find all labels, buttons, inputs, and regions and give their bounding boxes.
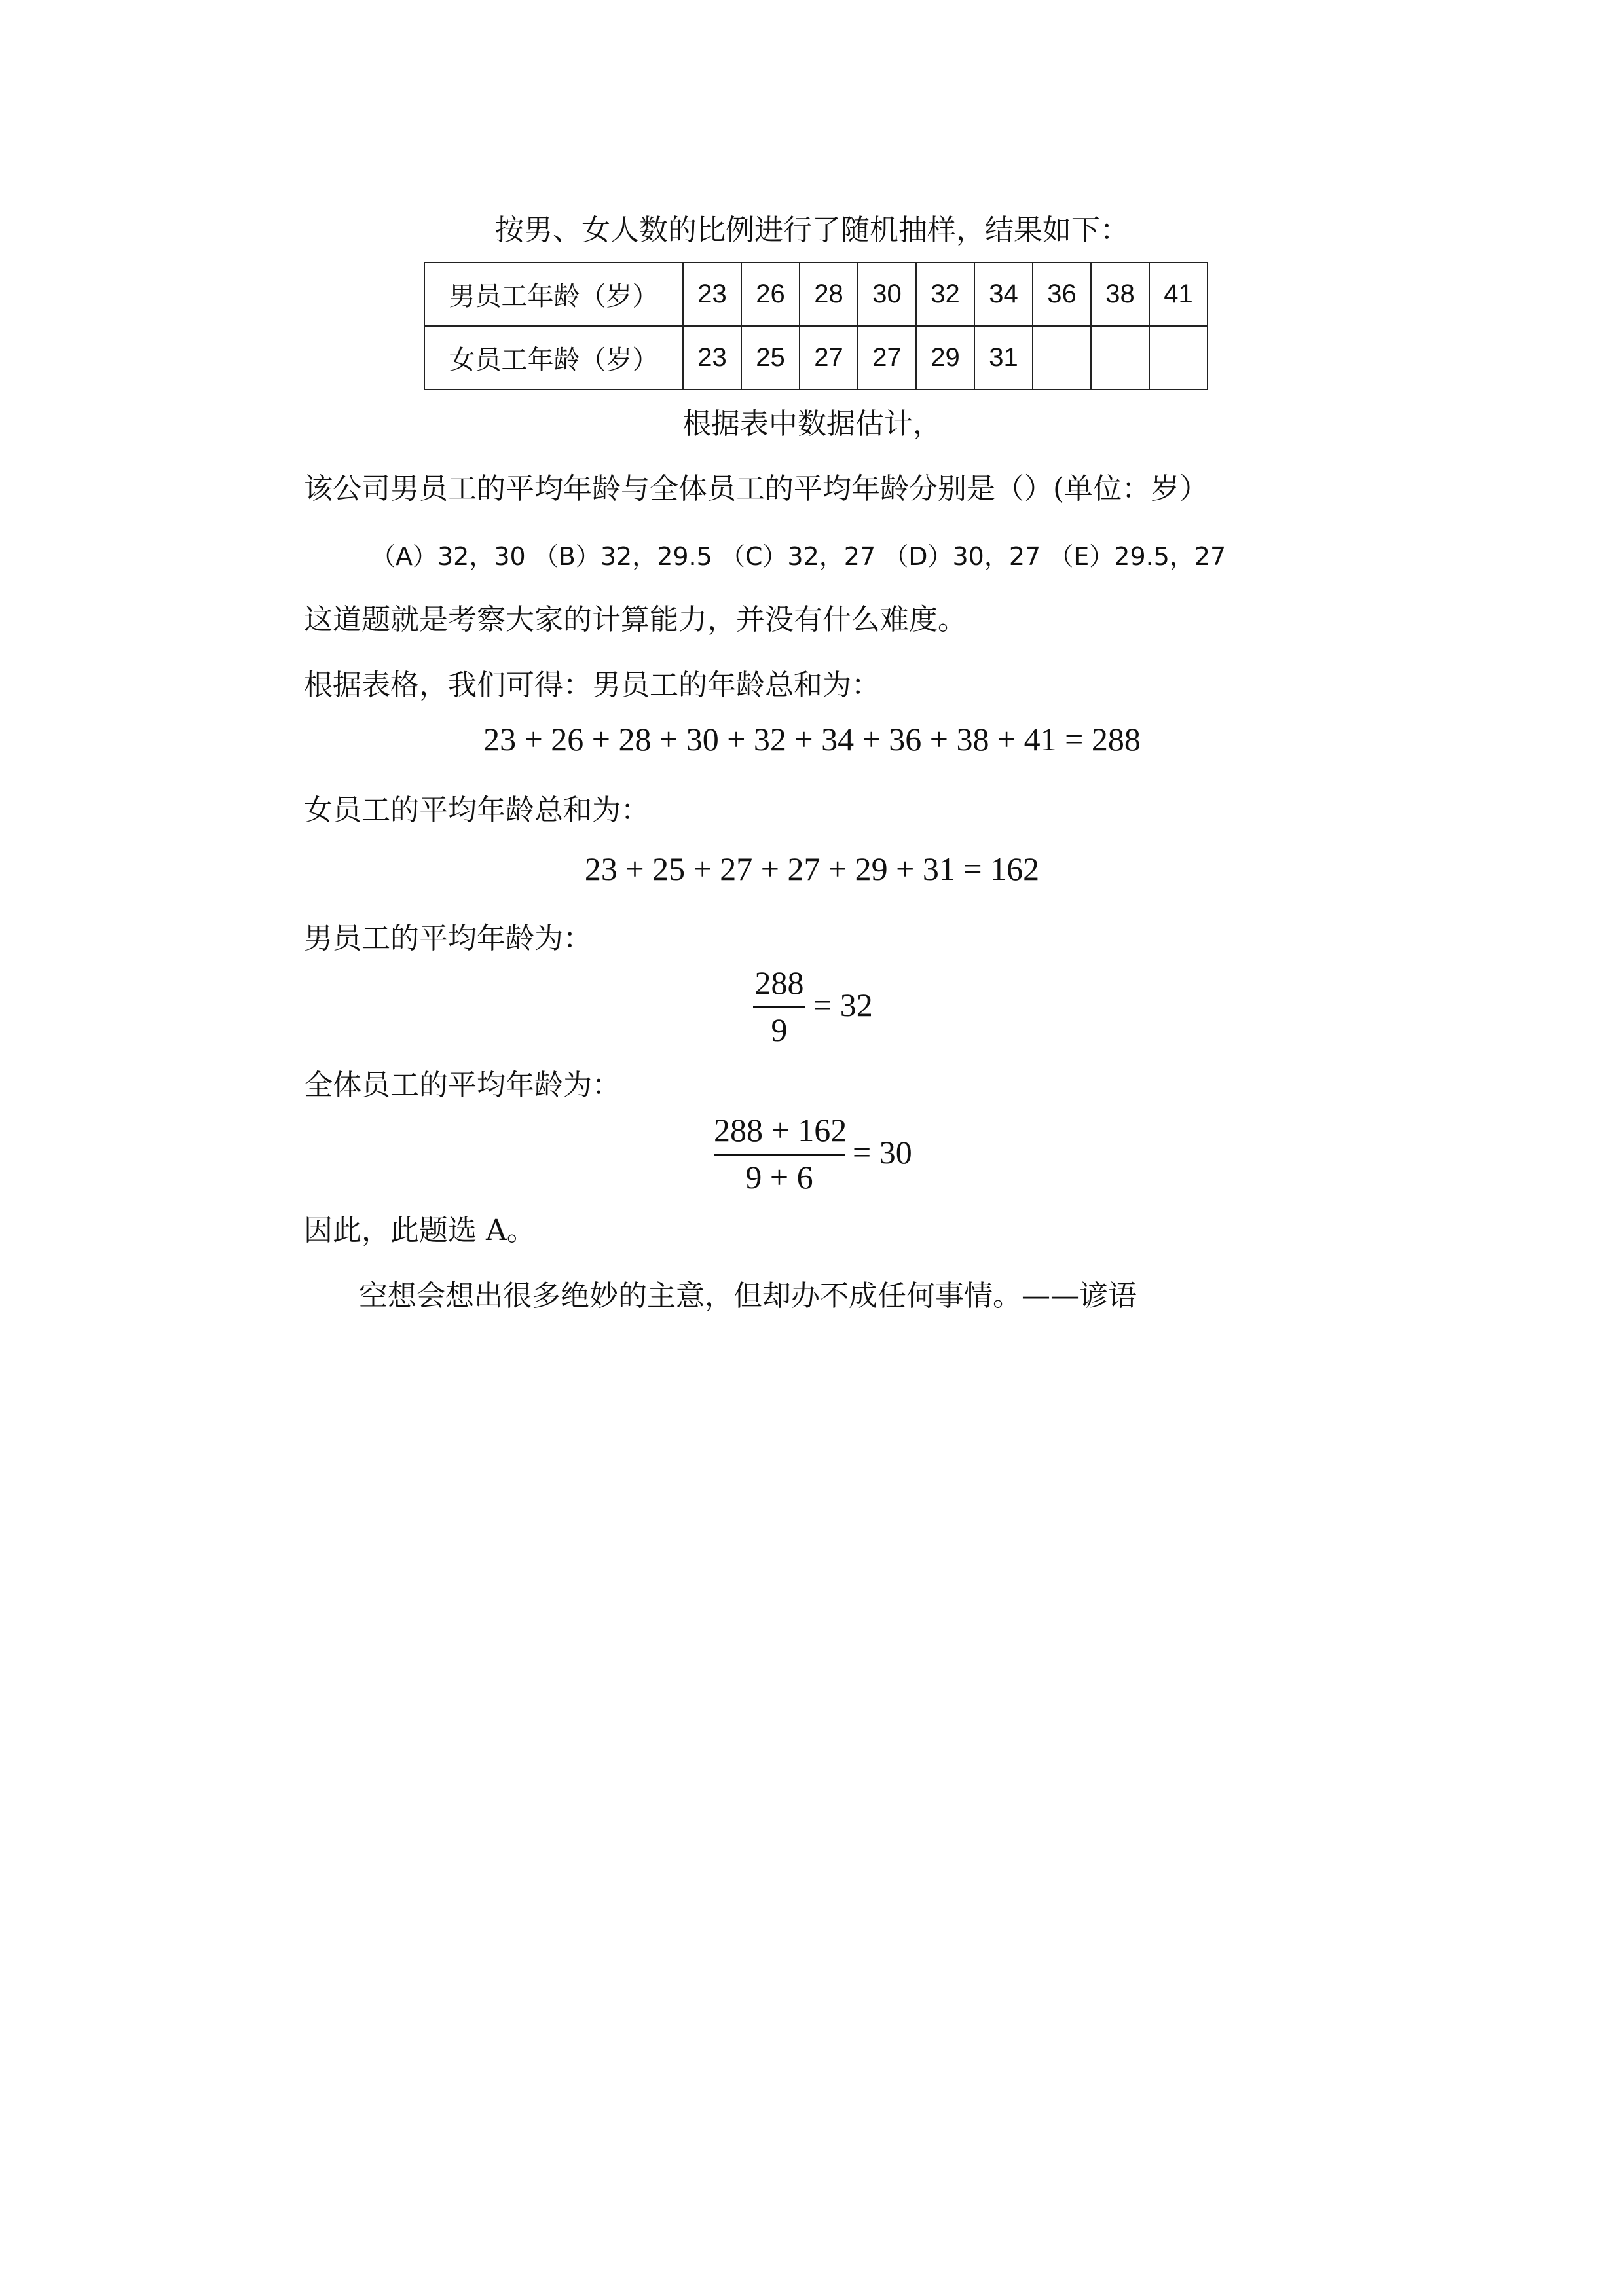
fraction-numerator: 288 + 162 (714, 1112, 847, 1148)
table-cell (1149, 326, 1208, 390)
proverb-text: 空想会想出很多绝妙的主意，但却办不成任何事情。——谚语 (359, 1279, 1137, 1313)
table-cell: 30 (858, 263, 916, 326)
fraction-male-average (753, 964, 897, 1049)
equation-male-sum: 23 + 26 + 28 + 30 + 32 + 34 + 36 + 38 + 41 = 288 (483, 721, 1141, 757)
fraction-bar (753, 1006, 805, 1008)
row-label-female: 女员工年龄（岁） (424, 326, 683, 390)
question-text: 该公司男员工的平均年龄与全体员工的平均年龄分别是（）(单位：岁） (304, 472, 1209, 505)
table-cell: 28 (800, 263, 858, 326)
male-avg-label: 男员工的平均年龄为： (304, 922, 592, 955)
analysis-text-1: 这道题就是考察大家的计算能力，并没有什么难度。 (304, 603, 967, 636)
all-avg-label: 全体员工的平均年龄为： (304, 1068, 621, 1102)
table-cell: 34 (974, 263, 1033, 326)
fraction-all-average (714, 1111, 923, 1196)
table-cell (1091, 326, 1149, 390)
fraction-result: = 32 (813, 987, 873, 1023)
table-cell: 23 (683, 326, 741, 390)
table-cell: 36 (1033, 263, 1091, 326)
table-cell: 27 (800, 326, 858, 390)
fraction-bar (714, 1154, 845, 1156)
table-cell: 27 (858, 326, 916, 390)
table-cell: 41 (1149, 263, 1208, 326)
age-table (424, 262, 1208, 390)
options-text: （A）32，30 （B）32，29.5 （C）32，27 （D）30，27 （E）29.5，27 (371, 542, 1227, 571)
female-sum-label: 女员工的平均年龄总和为： (304, 793, 650, 827)
fraction-denominator: 9 (771, 1011, 788, 1048)
table-cell (1033, 326, 1091, 390)
table-cell: 25 (741, 326, 800, 390)
table-cell: 31 (974, 326, 1033, 390)
estimate-text: 根据表中数据估计， (682, 407, 942, 441)
table-cell: 32 (916, 263, 974, 326)
table-row (424, 263, 1208, 326)
equation-female-sum: 23 + 25 + 27 + 27 + 29 + 31 = 162 (584, 850, 1040, 887)
fraction-result: = 30 (853, 1134, 912, 1171)
row-label-male: 男员工年龄（岁） (424, 263, 683, 326)
fraction-denominator: 9 + 6 (745, 1159, 813, 1195)
conclusion-text: 因此，此题选 A。 (304, 1214, 536, 1247)
fraction-numerator: 288 (754, 964, 804, 1001)
table-cell: 38 (1091, 263, 1149, 326)
table-row (424, 326, 1208, 390)
table-cell: 26 (741, 263, 800, 326)
table-cell: 29 (916, 326, 974, 390)
intro-text: 按男、女人数的比例进行了随机抽样，结果如下： (495, 213, 1129, 247)
table-cell: 23 (683, 263, 741, 326)
analysis-text-2: 根据表格，我们可得：男员工的年龄总和为： (304, 668, 880, 702)
